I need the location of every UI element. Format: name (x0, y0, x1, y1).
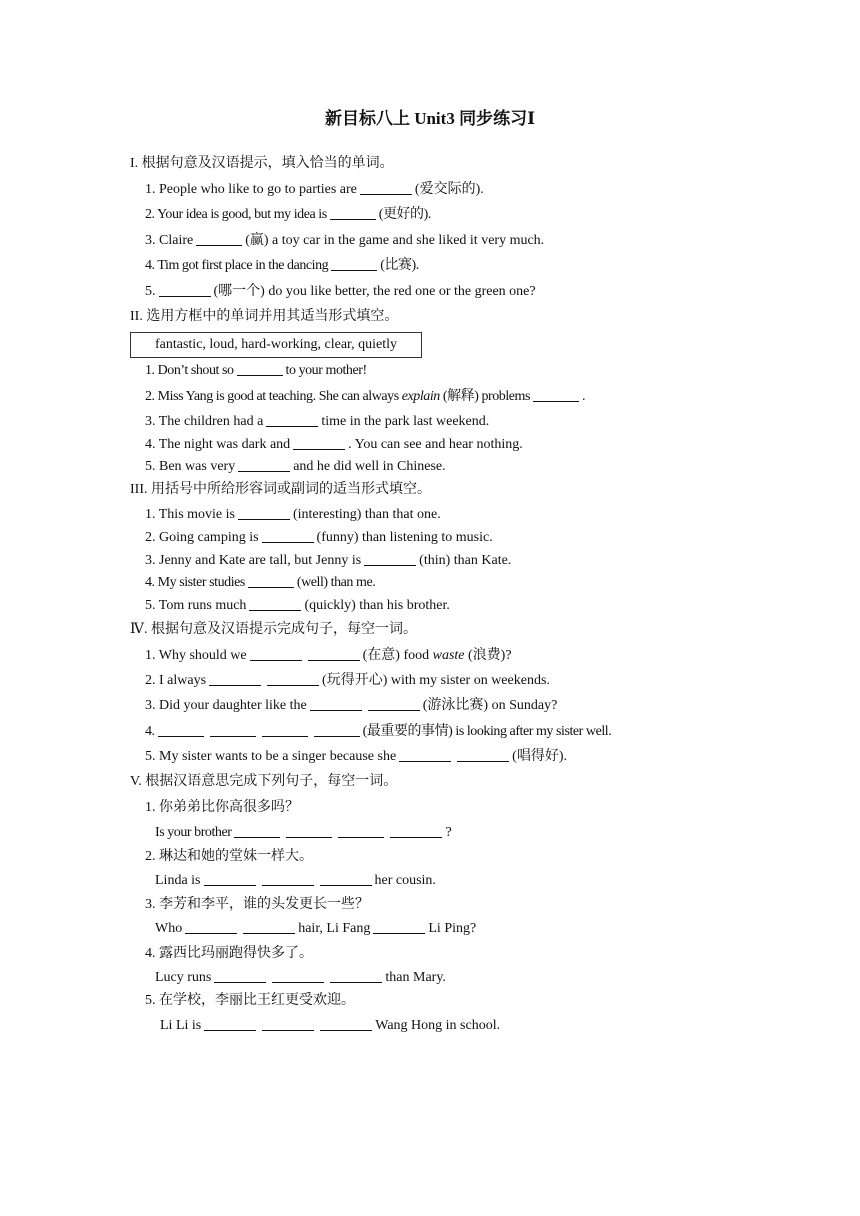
s3-question-5 (145, 597, 450, 615)
answer-blank[interactable] (266, 425, 318, 427)
s5-q4-chinese: 4. 露西比玛丽跑得快多了。 (145, 946, 313, 961)
answer-blank[interactable] (286, 836, 332, 838)
s5-q2-rest: her cousin. (374, 873, 436, 888)
s2-question-1 (145, 362, 367, 380)
s3-question-1 (145, 506, 441, 524)
answer-blank[interactable] (262, 884, 314, 886)
s1-q1-hint: (爱交际的). (414, 182, 484, 197)
s4-q5-hint: (唱得好). (512, 749, 567, 764)
section-1-heading: I. 根据句意及汉语提示，填入恰当的单词。 (130, 156, 394, 171)
s2-question-2 (145, 388, 585, 406)
answer-blank[interactable] (214, 981, 266, 983)
s3-q5-hint: (quickly) than his brother. (304, 598, 450, 613)
s5-question-4 (155, 969, 446, 987)
s4-q3-hint: (游泳比赛) on Sunday? (422, 698, 558, 713)
s5-question-2 (155, 872, 436, 890)
s2-question-4 (145, 436, 523, 454)
s1-q3-text: 3. Claire (145, 233, 194, 248)
s1-q4-text: 4. Tim got first place in the dancing (145, 258, 329, 273)
page-title: 新目标八上 Unit3 同步练习Ⅰ (324, 109, 536, 128)
answer-blank[interactable] (310, 709, 362, 711)
answer-blank[interactable] (250, 659, 302, 661)
s5-q1-text: Is your brother (155, 825, 232, 840)
answer-blank[interactable] (249, 609, 301, 611)
s2-question-5 (145, 458, 446, 476)
s2-q1-rest: to your mother! (285, 363, 367, 378)
s2-q1-text: 1. Don’t shout so (145, 363, 234, 378)
answer-blank[interactable] (262, 1029, 314, 1031)
answer-blank[interactable] (237, 374, 283, 376)
s4-question-3 (145, 697, 557, 715)
s2-q2-text: 2. Miss Yang is good at teaching. She can always (145, 389, 399, 404)
answer-blank[interactable] (320, 884, 372, 886)
s1-q1-text: 1. People who like to go to parties are (145, 182, 357, 197)
s1-q4-hint: (比赛). (380, 258, 419, 273)
s1-q2-text: 2. Your idea is good, but my idea is (145, 207, 327, 222)
answer-blank[interactable] (210, 735, 256, 737)
s2-q3-rest: time in the park last weekend. (321, 414, 490, 429)
answer-blank[interactable] (204, 1029, 256, 1031)
answer-blank[interactable] (238, 518, 290, 520)
s5-q3-mid: hair, Li Fang (298, 921, 371, 936)
s4-question-5 (145, 748, 567, 766)
s2-q2-italic: explain (401, 389, 440, 404)
s3-q3-text: 3. Jenny and Kate are tall, but Jenny is (145, 553, 362, 568)
answer-blank[interactable] (331, 269, 377, 271)
answer-blank[interactable] (399, 760, 451, 762)
s1-question-3 (145, 232, 544, 250)
answer-blank[interactable] (158, 735, 204, 737)
s2-question-3 (145, 413, 489, 431)
answer-blank[interactable] (234, 836, 280, 838)
answer-blank[interactable] (390, 836, 442, 838)
s5-question-5 (160, 1017, 500, 1035)
s1-q2-hint: (更好的). (378, 207, 431, 222)
answer-blank[interactable] (368, 709, 420, 711)
answer-blank[interactable] (267, 684, 319, 686)
answer-blank[interactable] (533, 400, 579, 402)
s3-question-3 (145, 552, 511, 570)
s2-q4-rest: . You can see and hear nothing. (348, 437, 523, 452)
section-4-heading: Ⅳ. 根据句意及汉语提示完成句子，每空一词。 (130, 622, 417, 637)
answer-blank[interactable] (373, 932, 425, 934)
s5-q3-text: Who (155, 921, 183, 936)
s2-q4-text: 4. The night was dark and (145, 437, 291, 452)
s5-q4-rest: than Mary. (385, 970, 446, 985)
s4-question-4 (145, 723, 611, 741)
s5-q1-end: ? (445, 825, 452, 840)
s5-q2-chinese: 2. 琳达和她的堂妹一样大。 (145, 849, 313, 864)
s1-q5-hint: (哪一个) do you like better, the red one or the green one? (213, 284, 536, 299)
answer-blank[interactable] (320, 1029, 372, 1031)
s1-q3-hint: (赢) a toy car in the game and she liked it very much. (245, 233, 545, 248)
s3-q1-text: 1. This movie is (145, 507, 235, 522)
answer-blank[interactable] (248, 586, 294, 588)
s4-q4-text: 4. (145, 724, 155, 739)
section-2-heading: II. 选用方框中的单词并用其适当形式填空。 (130, 309, 399, 324)
s1-q5-text: 5. (145, 284, 156, 299)
s5-q3-end: Li Ping? (428, 921, 477, 936)
answer-blank[interactable] (159, 295, 211, 297)
answer-blank[interactable] (360, 193, 412, 195)
s5-question-1 (155, 824, 451, 842)
s4-q2-hint: (玩得开心) with my sister on weekends. (322, 673, 550, 688)
answer-blank[interactable] (330, 981, 382, 983)
s4-question-2 (145, 672, 550, 690)
answer-blank[interactable] (262, 541, 314, 543)
s1-question-4 (145, 257, 419, 275)
answer-blank[interactable] (209, 684, 261, 686)
answer-blank[interactable] (314, 735, 360, 737)
s3-q2-hint: (funny) than listening to music. (316, 530, 493, 545)
s2-q3-text: 3. The children had a (145, 414, 264, 429)
answer-blank[interactable] (196, 244, 242, 246)
s3-q4-text: 4. My sister studies (145, 575, 245, 590)
section-3-heading: III. 用括号中所给形容词或副词的适当形式填空。 (130, 482, 431, 497)
answer-blank[interactable] (185, 932, 237, 934)
s2-q2-end: . (581, 389, 586, 404)
s5-q3-chinese: 3. 李芳和李平，谁的头发更长一些？ (145, 897, 369, 912)
s4-q2-text: 2. I always (145, 673, 207, 688)
s2-q5-rest: and he did well in Chinese. (293, 459, 446, 474)
answer-blank[interactable] (330, 218, 376, 220)
s3-q5-text: 5. Tom runs much (145, 598, 247, 613)
s3-q1-hint: (interesting) than that one. (292, 507, 441, 522)
s1-question-2 (145, 206, 431, 224)
s4-q1-text: 1. Why should we (145, 648, 247, 663)
s2-q5-text: 5. Ben was very (145, 459, 236, 474)
s3-q4-hint: (well) than me. (296, 575, 376, 590)
s5-q2-text: Linda is (155, 873, 201, 888)
word-box-text: fantastic, loud, hard-working, clear, quietly (154, 337, 398, 352)
answer-blank[interactable] (272, 981, 324, 983)
s4-q5-text: 5. My sister wants to be a singer because she (145, 749, 397, 764)
answer-blank[interactable] (243, 932, 295, 934)
s2-q2-hint: (解释) problems (442, 389, 530, 404)
s4-q1-hint2: (浪费)? (468, 648, 512, 663)
s3-question-4 (145, 574, 375, 592)
answer-blank[interactable] (308, 659, 360, 661)
s5-q4-text: Lucy runs (155, 970, 212, 985)
answer-blank[interactable] (457, 760, 509, 762)
s5-q5-chinese: 5. 在学校，李丽比王红更受欢迎。 (145, 993, 355, 1008)
answer-blank[interactable] (293, 448, 345, 450)
s3-q2-text: 2. Going camping is (145, 530, 259, 545)
s5-q5-text: Li Li is (160, 1018, 202, 1033)
s3-q3-hint: (thin) than Kate. (419, 553, 512, 568)
answer-blank[interactable] (364, 564, 416, 566)
answer-blank[interactable] (238, 470, 290, 472)
word-box (130, 332, 422, 358)
s4-question-1 (145, 647, 512, 665)
answer-blank[interactable] (338, 836, 384, 838)
s4-q3-text: 3. Did your daughter like the (145, 698, 307, 713)
s4-q1-italic: waste (432, 648, 465, 663)
answer-blank[interactable] (262, 735, 308, 737)
s1-question-1 (145, 181, 484, 199)
s4-q4-hint: (最重要的事情) is looking after my sister well. (362, 724, 612, 739)
s5-q1-chinese: 1. 你弟弟比你高很多吗？ (145, 800, 299, 815)
s4-q1-hint: (在意) food (362, 648, 430, 663)
s5-q5-rest: Wang Hong in school. (375, 1018, 501, 1033)
s1-question-5 (145, 283, 536, 301)
s5-question-3 (155, 920, 476, 938)
section-5-heading: V. 根据汉语意思完成下列句子，每空一词。 (130, 774, 398, 789)
s3-question-2 (145, 529, 493, 547)
answer-blank[interactable] (204, 884, 256, 886)
